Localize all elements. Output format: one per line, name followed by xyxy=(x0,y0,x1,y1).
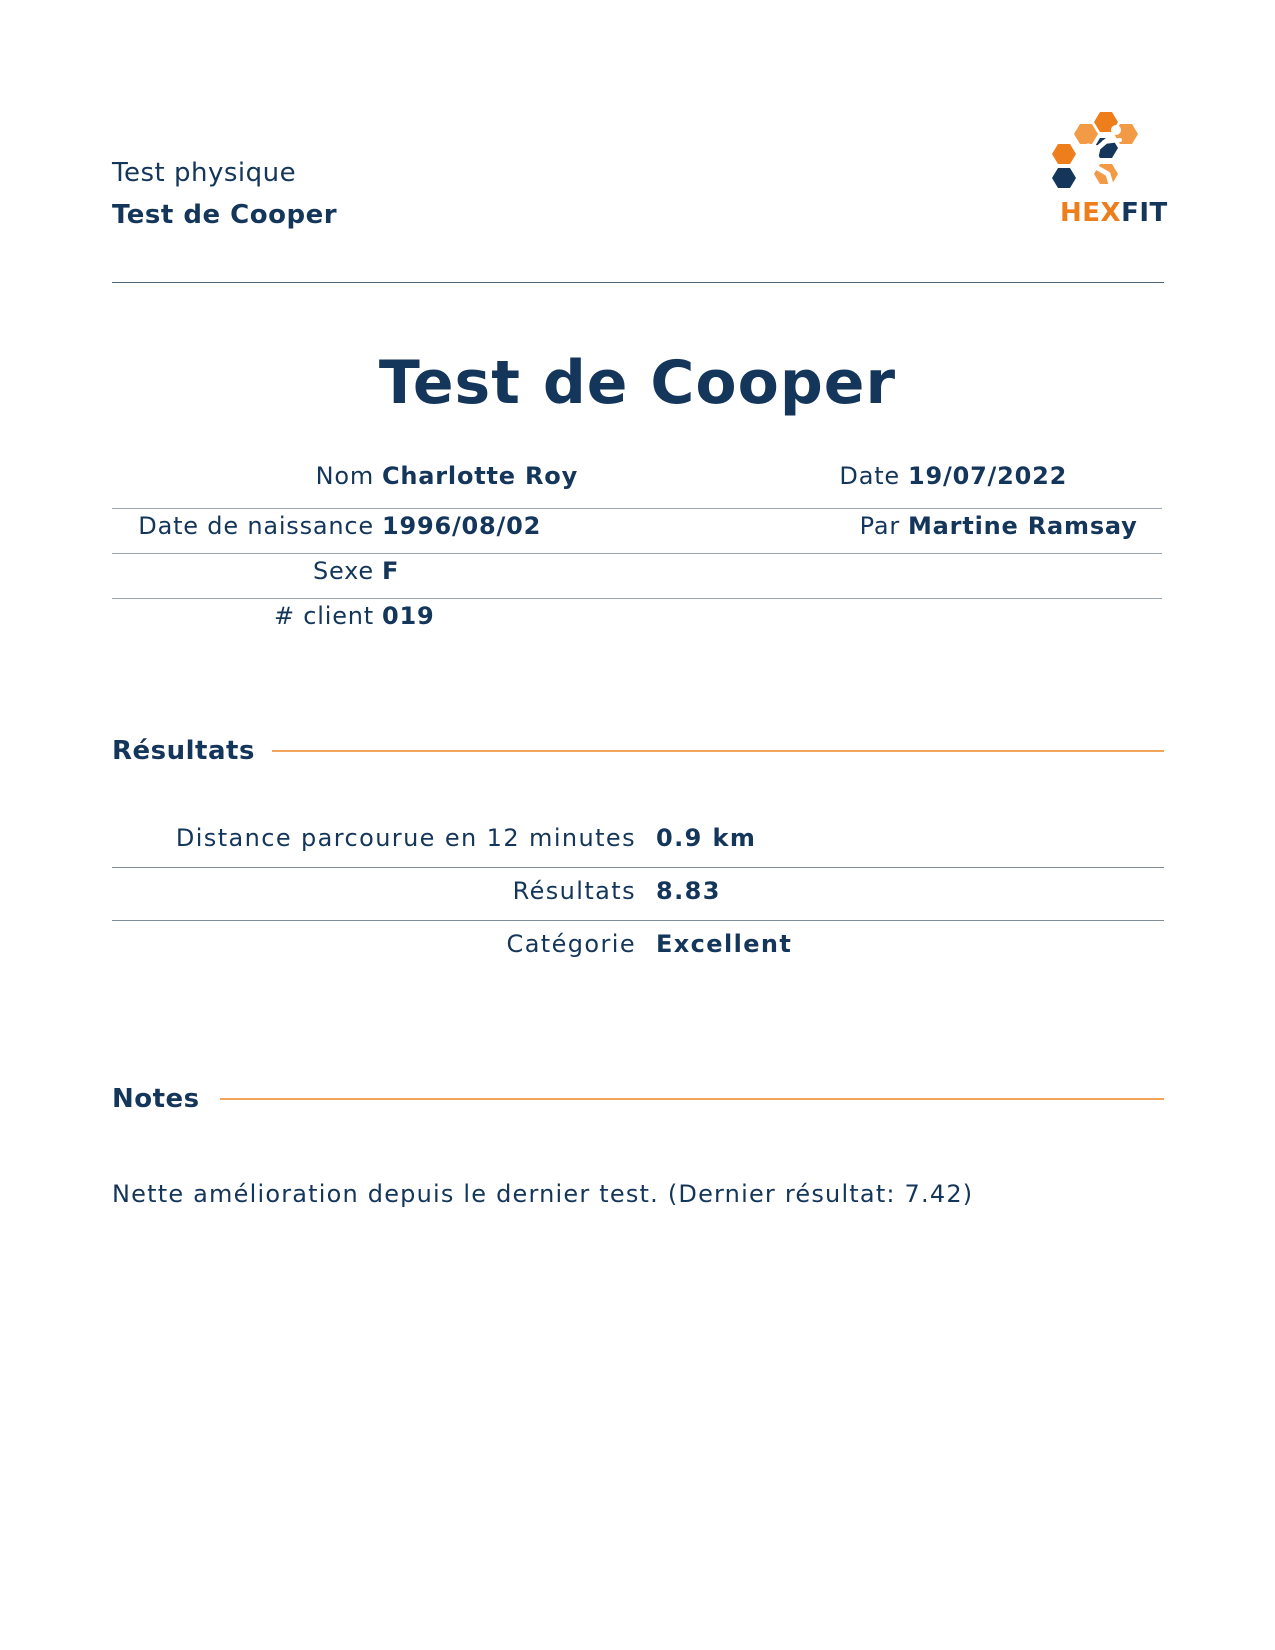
results-row xyxy=(112,877,1164,929)
info-divider xyxy=(112,508,1162,509)
info-row-sexe xyxy=(112,557,1162,603)
nom-label: Nom xyxy=(315,462,374,490)
results-heading-rule xyxy=(272,750,1164,752)
info-divider xyxy=(112,553,1162,554)
sexe-label: Sexe xyxy=(312,557,374,585)
par-label: Par xyxy=(859,512,900,540)
nom-value: Charlotte Roy xyxy=(382,462,579,490)
results-divider xyxy=(112,920,1164,921)
results-row xyxy=(112,930,1164,982)
notes-text: Nette amélioration depuis le dernier test. (Dernier résultat: 7.42) xyxy=(112,1180,974,1208)
results-row-label: Distance parcourue en 12 minutes xyxy=(175,824,636,852)
date-label: Date xyxy=(839,462,900,490)
results-divider xyxy=(112,867,1164,868)
info-row-nom-date xyxy=(112,462,1162,508)
naissance-value: 1996/08/02 xyxy=(382,512,542,540)
naissance-label: Date de naissance xyxy=(138,512,374,540)
results-row-label: Résultats xyxy=(512,877,636,905)
logo-text-hex: HEX xyxy=(1060,198,1122,228)
sexe-value: F xyxy=(382,557,400,585)
par-value: Martine Ramsay xyxy=(908,512,1138,540)
results-row-label: Catégorie xyxy=(506,930,636,958)
info-divider xyxy=(112,598,1162,599)
info-row-naissance-par xyxy=(112,512,1162,558)
client-label: # client xyxy=(273,602,374,630)
results-row-value: 0.9 km xyxy=(656,824,757,852)
logo-wordmark xyxy=(1060,198,1168,228)
header-divider xyxy=(112,282,1164,283)
results-heading: Résultats xyxy=(112,736,255,766)
results-row xyxy=(112,824,1164,876)
logo-text-fit: FIT xyxy=(1121,198,1168,228)
results-row-value: Excellent xyxy=(656,930,793,958)
info-row-client xyxy=(112,602,1162,648)
document-test-name: Test de Cooper xyxy=(112,200,338,230)
page-title: Test de Cooper xyxy=(378,348,897,418)
results-row-value: 8.83 xyxy=(656,877,721,905)
client-value: 019 xyxy=(382,602,435,630)
notes-heading-rule xyxy=(220,1098,1164,1100)
notes-heading: Notes xyxy=(112,1084,200,1114)
date-value: 19/07/2022 xyxy=(908,462,1068,490)
document-category: Test physique xyxy=(112,158,297,188)
